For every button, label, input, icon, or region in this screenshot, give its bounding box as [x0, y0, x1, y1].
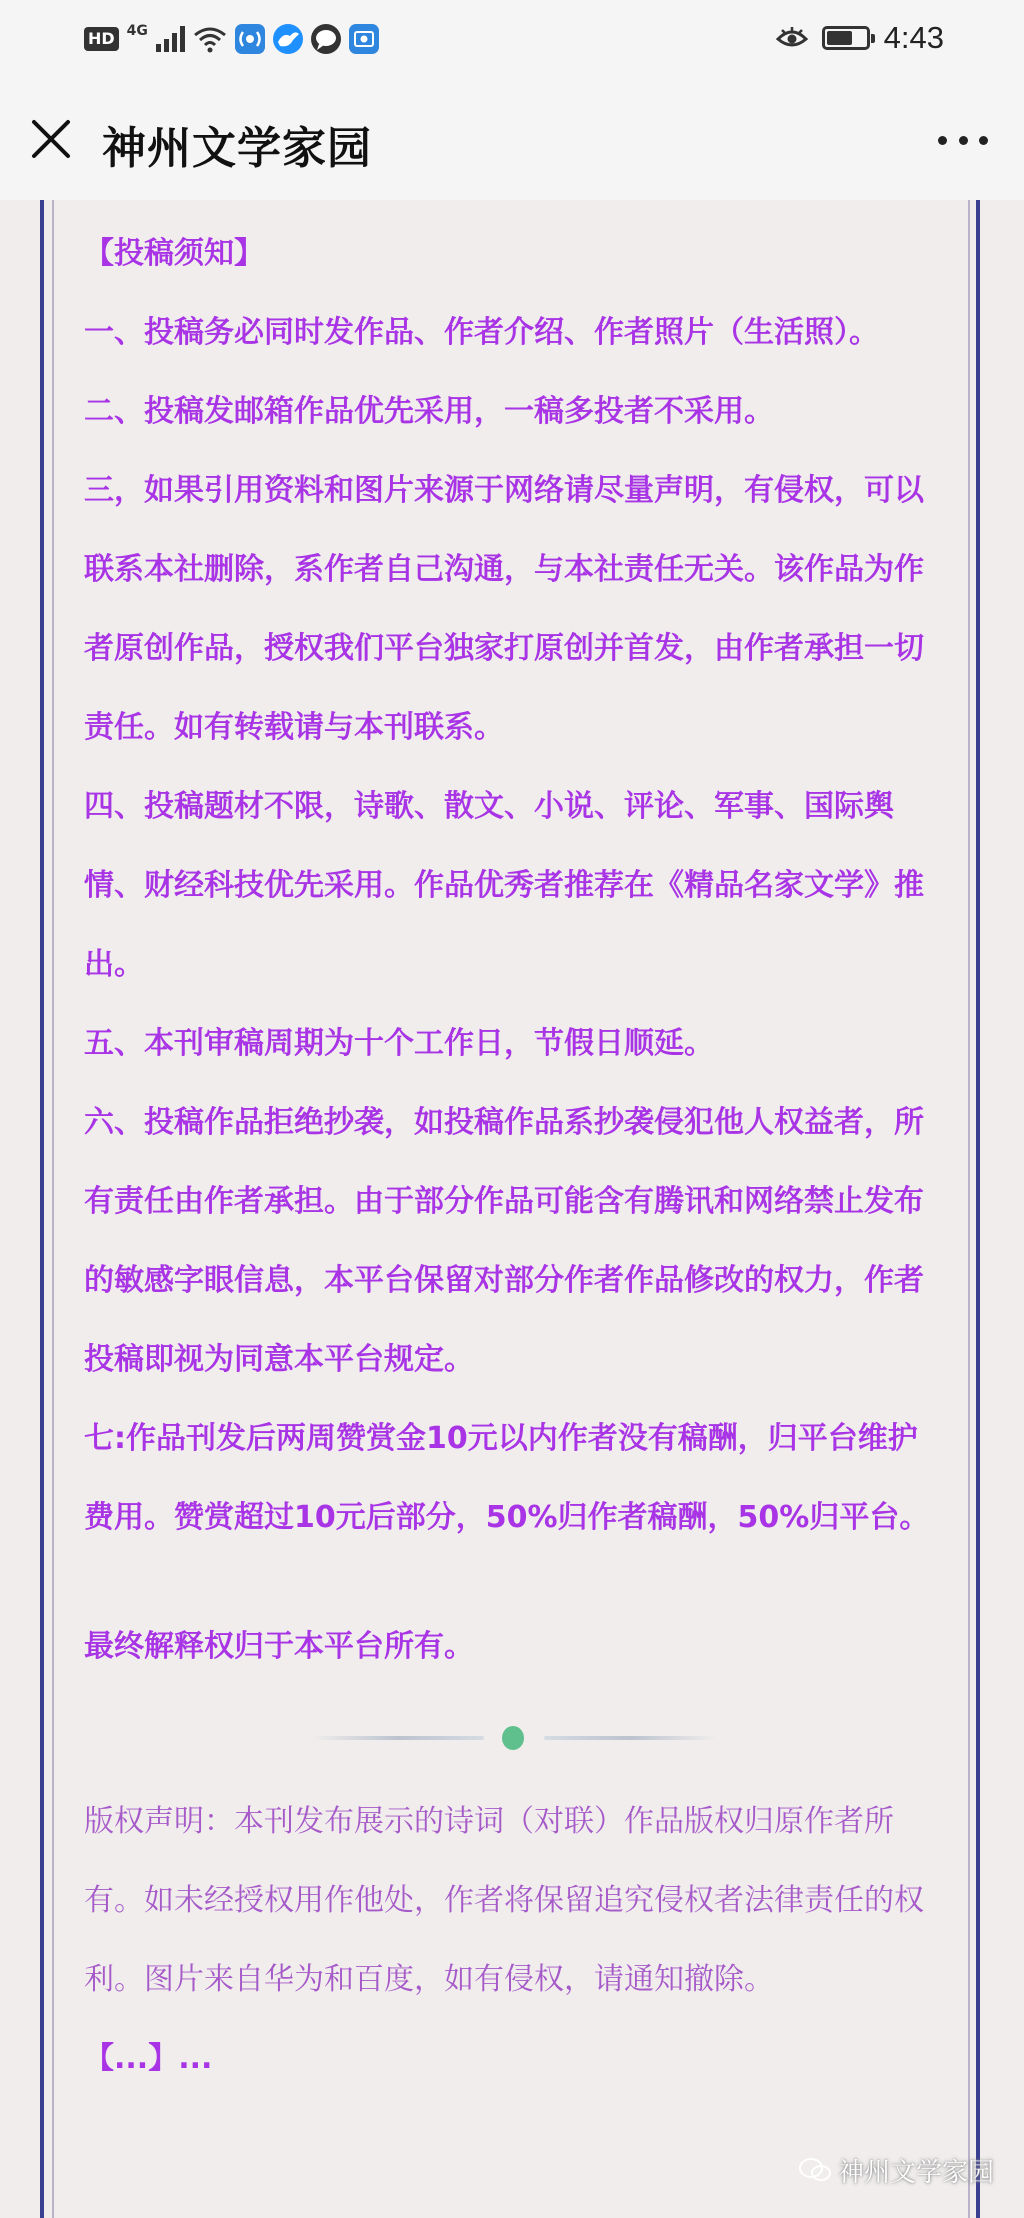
close-icon[interactable] — [30, 118, 72, 160]
status-bar — [0, 0, 1024, 78]
left-border-line — [40, 200, 44, 2218]
status-left-icons — [84, 20, 379, 58]
copyright-notice: 版权声明：本刊发布展示的诗词（对联）作品版权归原作者所有。如未经授权用作他处，作者将保留追究侵权者法律责任的权利。图片来自华为和百度，如有侵权，请通知撤除。 — [84, 1804, 924, 1997]
wechat-icon — [798, 2157, 832, 2183]
nav-bar — [0, 78, 1024, 200]
paragraph-spacer — [84, 1557, 944, 1607]
left-border-inner-line — [52, 200, 54, 2218]
divider-line-right — [544, 1736, 716, 1740]
signal-icon — [156, 26, 185, 52]
final-interpretation-note: 最终解释权归于本平台所有。 — [84, 1629, 474, 1664]
rule-paragraph-3: 三，如果引用资料和图片来源于网络请尽量声明，有侵权，可以联系本社删除，系作者自己沟通，与本社责任无关。该作品为作者原创作品，授权我们平台独家打原创并首发，由作者承担一切责任。如有转载请与本刊联系。 — [84, 473, 924, 745]
network-type-label: 4G — [126, 23, 148, 39]
eye-comfort-icon — [776, 27, 808, 49]
status-right-icons — [776, 18, 944, 58]
bird-app-icon — [273, 24, 303, 54]
rule-paragraph-1: 一、投稿务必同时发作品、作者介绍、作者照片（生活照）。 — [84, 315, 879, 350]
submission-heading: 【投稿须知】 — [84, 236, 264, 271]
battery-icon — [822, 26, 870, 50]
article-content[interactable] — [0, 200, 1024, 2218]
hd-icon: HD — [84, 27, 119, 51]
watermark-text: 神州文学家园 — [837, 2157, 994, 2188]
divider-dot — [502, 1726, 524, 1750]
rule-paragraph-2: 二、投稿发邮箱作品优先采用，一稿多投者不采用。 — [84, 394, 774, 429]
divider-line-left — [312, 1736, 484, 1740]
hotspot-app-icon — [235, 24, 265, 54]
rule-paragraph-4: 四、投稿题材不限，诗歌、散文、小说、评论、军事、国际舆情、财经科技优先采用。作品优秀者推荐在《精品名家文学》推出。 — [84, 789, 924, 982]
message-icon — [311, 24, 341, 54]
clock-time: 4:43 — [883, 20, 944, 55]
right-border-inner-line — [968, 200, 970, 2218]
rule-paragraph-5: 五、本刊审稿周期为十个工作日，节假日顺延。 — [84, 1026, 714, 1061]
section-divider — [84, 1706, 944, 1770]
right-border-line — [976, 200, 980, 2218]
cut-off-text: 【...】... — [84, 2041, 213, 2076]
rule-paragraph-7: 七:作品刊发后两周赞赏金10元以内作者没有稿酬，归平台维护费用。赞赏超过10元后部分，50%归作者稿酬，50%归平台。 — [84, 1421, 930, 1535]
article-body — [84, 214, 944, 2098]
page-title: 神州文学家园 — [102, 123, 372, 174]
wifi-icon — [193, 25, 227, 53]
watermark — [798, 2148, 994, 2192]
gallery-app-icon — [349, 24, 379, 54]
more-options-icon[interactable] — [938, 130, 988, 150]
rule-paragraph-6: 六、投稿作品拒绝抄袭，如投稿作品系抄袭侵犯他人权益者，所有责任由作者承担。由于部分作品可能含有腾讯和网络禁止发布的敏感字眼信息，本平台保留对部分作者作品修改的权力，作者投稿即视为同意本平台规定。 — [84, 1105, 924, 1377]
